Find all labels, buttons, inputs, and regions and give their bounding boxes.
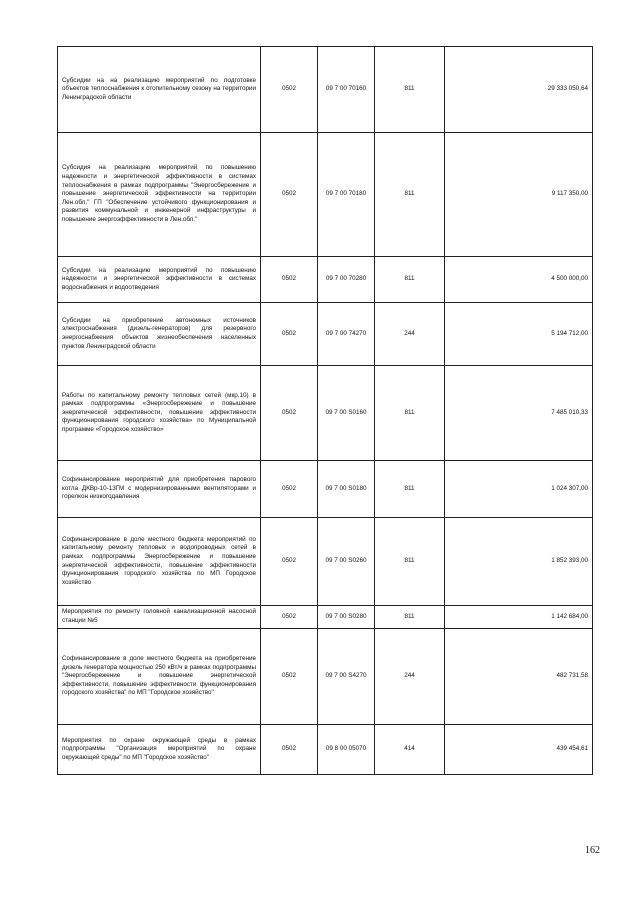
row-section-cell: 0502 xyxy=(261,606,318,629)
row-type-cell: 811 xyxy=(375,47,445,133)
table-row xyxy=(58,629,593,725)
row-amount-cell: 5 194 712,00 xyxy=(445,303,593,366)
row-section-cell: 0502 xyxy=(261,518,318,606)
row-target-cell: 09 7 00 S0280 xyxy=(318,606,375,629)
row-target-cell: 09 7 00 S4270 xyxy=(318,629,375,725)
row-type-cell: 811 xyxy=(375,257,445,303)
row-amount-cell: 439 454,61 xyxy=(445,725,593,775)
row-type-cell: 811 xyxy=(375,366,445,461)
row-type-cell: 811 xyxy=(375,606,445,629)
row-name-cell: Субсидии на на реализацию мероприятий по подготовке объектов теплоснабжения к отопительному сезону на территории Ленинградской области xyxy=(58,47,261,133)
row-amount-cell: 1 024 307,00 xyxy=(445,461,593,518)
row-target-cell: 09 7 00 S0160 xyxy=(318,366,375,461)
row-amount-cell: 1 142 684,00 xyxy=(445,606,593,629)
table-row xyxy=(58,47,593,133)
row-type-cell: 811 xyxy=(375,133,445,257)
row-section-cell: 0502 xyxy=(261,303,318,366)
row-name-cell: Софинансирование в доле местного бюджета на приобретение дизель генератора мощностью 250 кВт/ч в рамках подпрограммы "Энергосбережение и повышение энергетической эффективности, повышение эффективности функционирования городского хозяйства" по МП "Городское хозяйство" xyxy=(58,629,261,725)
table-row xyxy=(58,606,593,629)
row-amount-cell: 4 500 000,00 xyxy=(445,257,593,303)
row-type-cell: 811 xyxy=(375,461,445,518)
row-section-cell: 0502 xyxy=(261,366,318,461)
table-row xyxy=(58,133,593,257)
row-target-cell: 09 7 00 70280 xyxy=(318,257,375,303)
row-target-cell: 09 7 00 70160 xyxy=(318,47,375,133)
budget-table xyxy=(57,46,593,775)
row-section-cell: 0502 xyxy=(261,461,318,518)
row-name-cell: Субсидия на реализацию мероприятий по повышению надежности и энергетической эффективности в системах теплоснабжения в рамках подпрограммы "Энергосбережение и повышение энергетической эффективности на территории Лен.обл." ГП "Обеспечение устойчивого функционирования и развития коммунальной и инженерной инфраструктуры и повышение энергоэффективности в Лен.обл." xyxy=(58,133,261,257)
row-target-cell: 09 8 00 05070 xyxy=(318,725,375,775)
row-target-cell: 09 7 00 74270 xyxy=(318,303,375,366)
row-type-cell: 244 xyxy=(375,629,445,725)
row-name-cell: Софинансирование в доле местного бюджета мероприятий по капитальному ремонту тепловых и водопроводных сетей в рамках подпрограммы Энергосбережение и повышение энергетической эффективности, повышение эффективности функционирования городского хозяйства по МП Городское хозяйство xyxy=(58,518,261,606)
row-amount-cell: 29 333 050,64 xyxy=(445,47,593,133)
row-name-cell: Субсидии на реализацию мероприятий по повышению надежности и энергетической эффективности в системах водоснабжения и водоотведения xyxy=(58,257,261,303)
table-row xyxy=(58,303,593,366)
row-type-cell: 414 xyxy=(375,725,445,775)
row-section-cell: 0502 xyxy=(261,47,318,133)
row-name-cell: Субсидии на приобретение автономных источников электроснабжения (дизель-генераторов) для резервного энергоснабжения объектов жизнеобеспечения населенных пунктов Ленинградской области xyxy=(58,303,261,366)
table-row xyxy=(58,725,593,775)
row-name-cell: Мероприятия по ремонту головной канализационной насосной станции №5 xyxy=(58,606,261,629)
row-section-cell: 0502 xyxy=(261,725,318,775)
table-row xyxy=(58,518,593,606)
row-name-cell: Работы по капитальному ремонту тепловых сетей (мкр.10) в рамках подпрограммы «Энергосбережение и повышение энергетической эффективности, повышение эффективности функционирования городского хозяйства» по Муниципальной программе «Городское хозяйство» xyxy=(58,366,261,461)
row-amount-cell: 482 731,58 xyxy=(445,629,593,725)
row-type-cell: 244 xyxy=(375,303,445,366)
row-section-cell: 0502 xyxy=(261,133,318,257)
row-section-cell: 0502 xyxy=(261,257,318,303)
row-amount-cell: 7 485 010,33 xyxy=(445,366,593,461)
row-amount-cell: 9 117 350,00 xyxy=(445,133,593,257)
row-section-cell: 0502 xyxy=(261,629,318,725)
row-target-cell: 09 7 00 S0260 xyxy=(318,518,375,606)
table-row xyxy=(58,257,593,303)
row-target-cell: 09 7 00 70180 xyxy=(318,133,375,257)
row-amount-cell: 1 852 393,00 xyxy=(445,518,593,606)
table-row xyxy=(58,366,593,461)
page-number: 162 xyxy=(585,845,600,856)
row-type-cell: 811 xyxy=(375,518,445,606)
budget-table-body xyxy=(58,47,593,775)
table-row xyxy=(58,461,593,518)
row-name-cell: Мероприятия по охране окружающей среды в рамках подпрограммы "Организация мероприятий по охране окружающей среды" по МП "Городское хозяйство" xyxy=(58,725,261,775)
row-target-cell: 09 7 00 S0180 xyxy=(318,461,375,518)
row-name-cell: Софинансирование мероприятий для приобретения парового котла ДКВр-10-13ГМ с модернизированными вентиляторами и горелкон низкогодавления xyxy=(58,461,261,518)
